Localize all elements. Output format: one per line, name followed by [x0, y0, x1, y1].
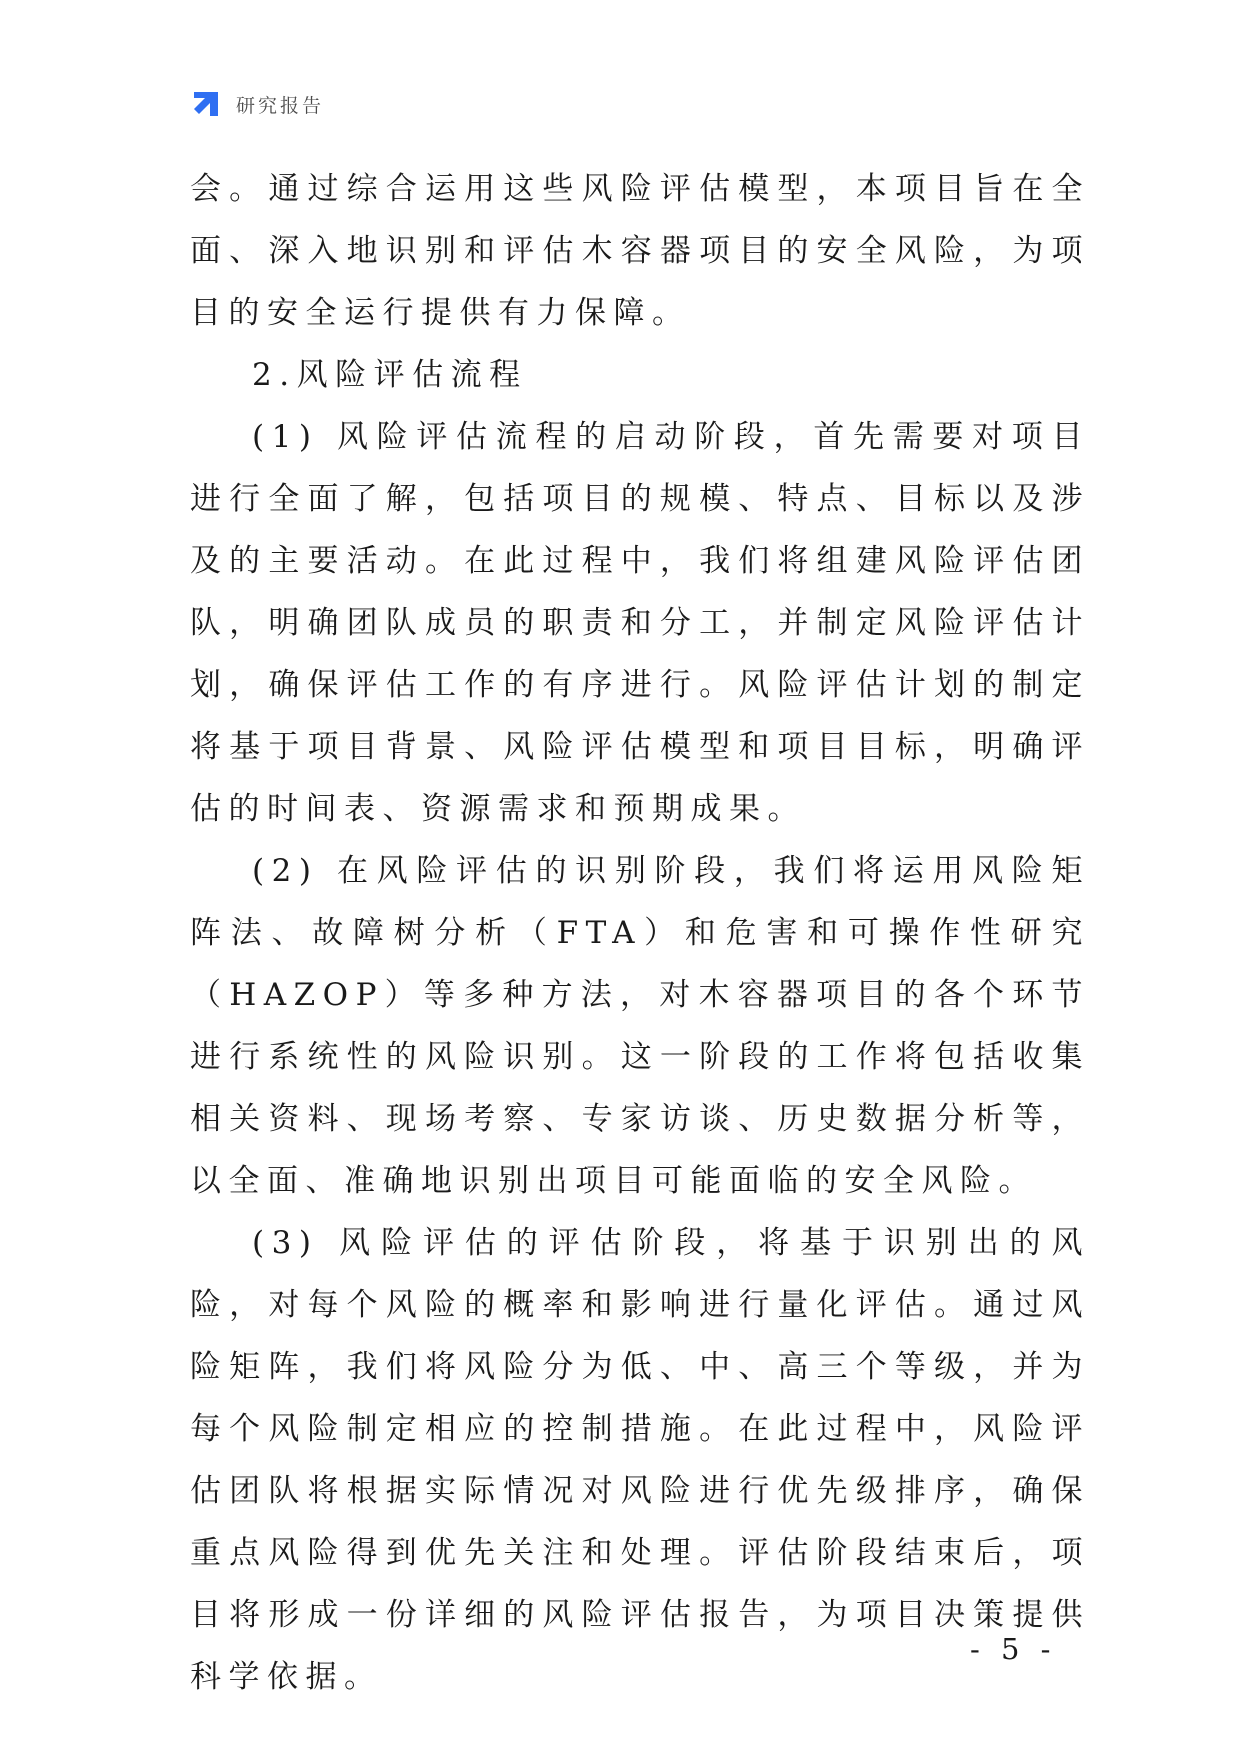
section-heading: 2.风险评估流程 [252, 357, 528, 393]
arrow-logo-icon [190, 88, 222, 120]
paragraph-stage-1: (1) 风险评估流程的启动阶段，首先需要对项目进行全面了解，包括项目的规模、特点、目标以及涉及的主要活动。在此过程中，我们将组建风险评估团队，明确团队成员的职责和分工，并制定风险评估计划，确保评估工作的有序进行。风险评估计划的制定将基于项目背景、风险评估模型和项目目标，明确评估的时间表、资源需求和预期成果。 [190, 419, 1090, 827]
paragraph-continuation: 会。通过综合运用这些风险评估模型，本项目旨在全面、深入地识别和评估木容器项目的安全风险，为项目的安全运行提供有力保障。 [190, 171, 1090, 331]
paragraph-stage-3: (3) 风险评估的评估阶段，将基于识别出的风险，对每个风险的概率和影响进行量化评估。通过风险矩阵，我们将风险分为低、中、高三个等级，并为每个风险制定相应的控制措施。在此过程中，风险评估团队将根据实际情况对风险进行优先级排序，确保重点风险得到优先关注和处理。评估阶段结束后，项目将形成一份详细的风险评估报告，为项目决策提供科学依据。 [190, 1225, 1090, 1695]
header-title: 研究报告 [236, 94, 325, 117]
page-number: - 5 - [970, 1632, 1057, 1666]
document-body [190, 158, 1090, 1708]
page-header [190, 88, 324, 120]
paragraph-stage-2: (2) 在风险评估的识别阶段，我们将运用风险矩阵法、故障树分析（FTA）和危害和可操作性研究（HAZOP）等多种方法，对木容器项目的各个环节进行系统性的风险识别。这一阶段的工作将包括收集相关资料、现场考察、专家访谈、历史数据分析等，以全面、准确地识别出项目可能面临的安全风险。 [190, 853, 1090, 1199]
